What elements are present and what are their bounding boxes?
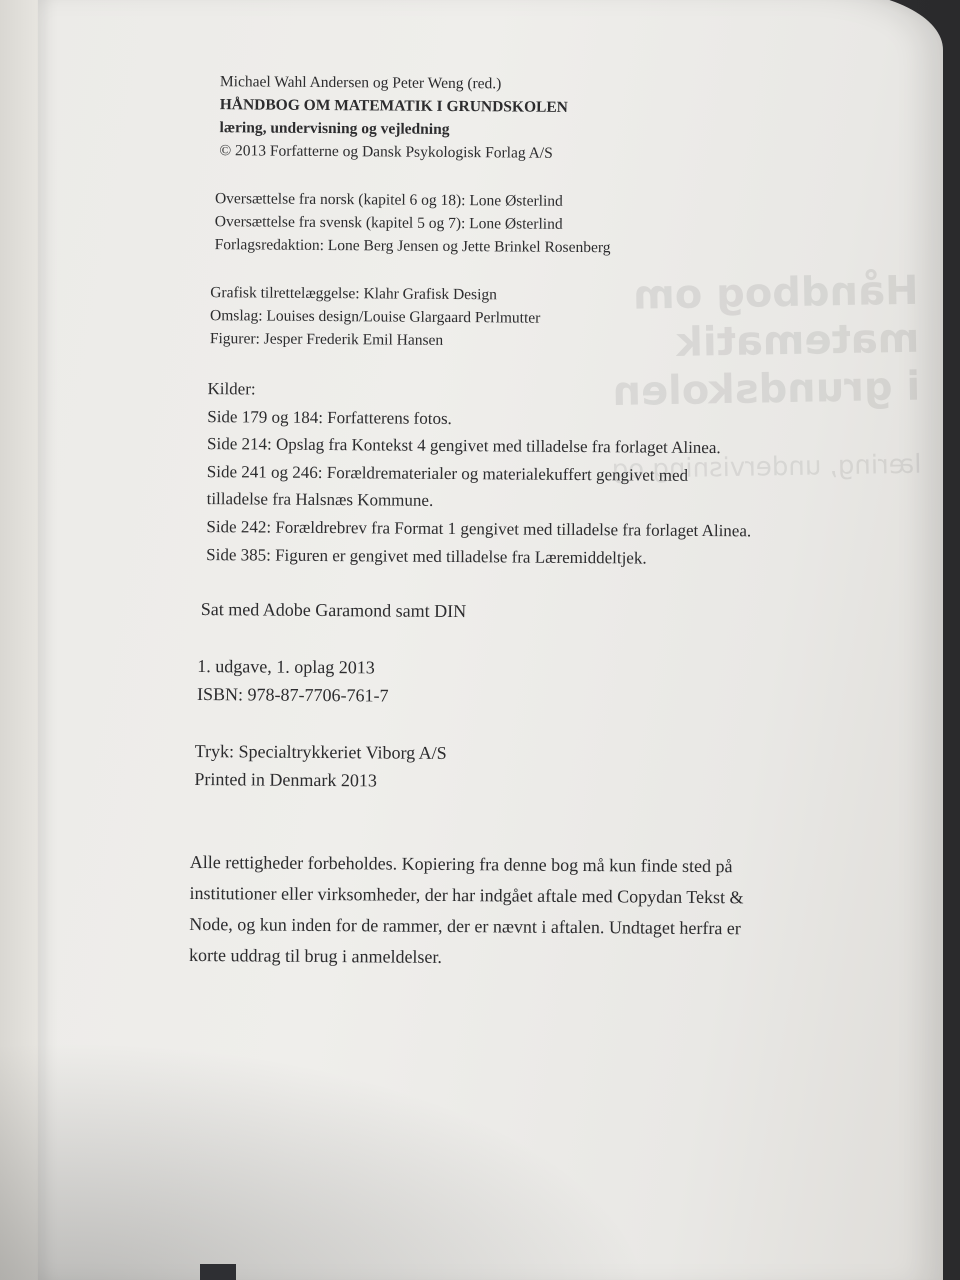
book-subtitle: læring, undervisning og vejledning (219, 119, 450, 138)
typeface-line: Sat med Adobe Garamond samt DIN (200, 599, 467, 622)
design-line: Grafisk tilrettelæggelse: Klahr Grafisk Design (210, 284, 497, 304)
title-block (219, 70, 818, 167)
book-title: HÅNDBOG OM MATEMATIK I GRUNDSKOLEN (219, 96, 568, 116)
dark-corner-mark (200, 1264, 236, 1280)
translation-line: Oversættelse fra svensk (kapitel 5 og 7): Lone Østerlind (214, 213, 563, 233)
rights-line: Alle rettigheder forbeholdes. Kopiering fra denne bog må kun finde sted på (189, 852, 733, 877)
sources-heading: Kilder: (207, 379, 256, 399)
source-line: Side 242: Forældrebrev fra Format 1 gengivet med tilladelse fra forlaget Alinea. (206, 517, 752, 541)
colophon-text (188, 70, 818, 976)
authors-line: Michael Wahl Andersen og Peter Weng (red.) (219, 73, 502, 93)
isbn-line: ISBN: 978-87-7706-761-7 (197, 684, 389, 706)
edition-block (197, 652, 813, 713)
rights-line: korte uddrag til brug i anmeldelser. (188, 945, 443, 968)
print-block (194, 737, 812, 798)
editor-line: Forlagsredaktion: Lone Berg Jensen og Jette Brinkel Rosenberg (214, 236, 611, 257)
figures-line: Figurer: Jesper Frederik Emil Hansen (209, 330, 444, 349)
copyright-line: © 2013 Forfatterne og Dansk Psykologisk Forlag A/S (219, 142, 553, 162)
source-line: Side 179 og 184: Forfatterens fotos. (207, 406, 452, 428)
edition-line: 1. udgave, 1. oplag 2013 (197, 656, 375, 678)
rights-line: Node, og kun inden for de rammer, der er nævnt i aftalen. Undtaget herfra er (189, 914, 741, 939)
translation-line: Oversættelse fra norsk (kapitel 6 og 18): Lone Østerlind (214, 190, 563, 210)
rights-block (189, 847, 812, 976)
printed-in-line: Printed in Denmark 2013 (194, 769, 377, 791)
source-line: Side 385: Figuren er gengivet med tilladelse fra Læremiddeltjek. (206, 544, 647, 568)
typeface-block (201, 595, 814, 628)
cover-line: Omslag: Louises design/Louise Glargaard Perlmutter (210, 307, 541, 327)
source-line: Side 241 og 246: Forældrematerialer og materialekuffert gengivet med (206, 461, 689, 485)
translation-block (215, 187, 818, 261)
source-line: Side 214: Opslag fra Kontekst 4 gengivet med tilladelse fra forlaget Alinea. (206, 434, 721, 458)
printer-line: Tryk: Specialtrykkeriet Viborg A/S (194, 741, 447, 764)
source-line: tilladelse fra Halsnæs Kommune. (206, 489, 434, 511)
rights-line: institutioner eller virksomheder, der har indgået aftale med Copydan Tekst & (189, 883, 744, 908)
design-block (210, 281, 817, 355)
sources-block (206, 375, 815, 573)
